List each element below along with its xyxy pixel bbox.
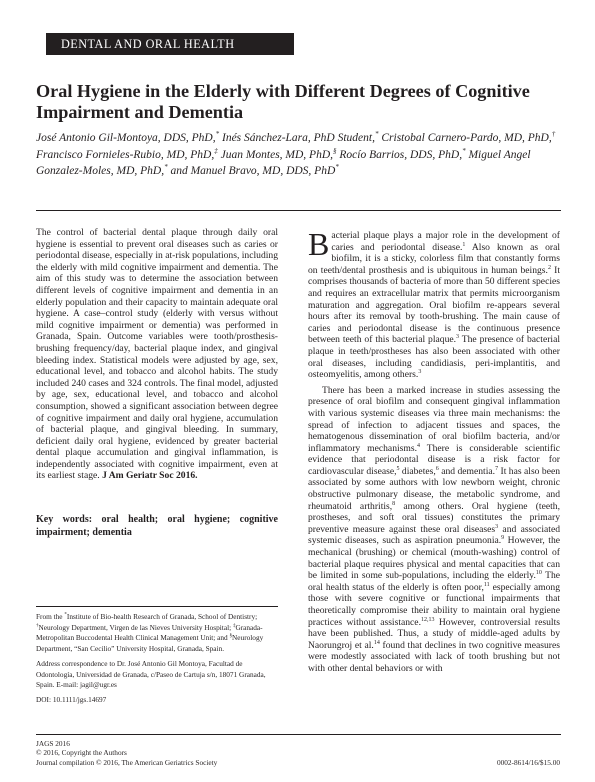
citation-ref: 3 (495, 523, 499, 530)
author-3-affiliation-mark: † (551, 130, 556, 139)
abstract (36, 227, 278, 482)
author-4-affiliation-mark: ‡ (214, 146, 218, 155)
text-run: found that declines in two cognitive measures were modestly associated with lack of tooth brushing but not with other dental behaviors or with (308, 639, 560, 674)
affiliation-2: Neurology Department, Virgen de las Nieves University Hospital; (38, 622, 233, 632)
citation-ref: 4 (416, 442, 420, 449)
affiliation-mark: * (64, 612, 67, 618)
text-run: The presence of bacterial plaque in teeth/prostheses has also been associated with other oral diseases, including candidiasis, peri-implantitis, and osteomyelitis, among others. (308, 334, 560, 381)
citation-ref: 9 (501, 535, 505, 542)
author-8: and Manuel Bravo, MD, DDS, PhD (167, 165, 336, 177)
text-run: The oral health status of the elderly is often poor, (308, 570, 561, 593)
footer-divider (36, 734, 561, 735)
author-5-affiliation-mark: § (333, 146, 337, 155)
journal-compilation: Journal compilation © 2016, The American Geriatrics Society (36, 757, 218, 767)
keywords: Key words: oral health; oral hygiene; cognitive impairment; dementia (36, 514, 278, 538)
author-6-affiliation-mark: * (462, 146, 466, 155)
affiliations (36, 612, 278, 710)
copyright-authors: © 2016, Copyright the Authors (36, 748, 127, 758)
citation-ref: 6 (435, 465, 439, 472)
author-6: Rocío Barrios, DDS, PhD, (336, 148, 463, 161)
text-run: It has also been associated by some authors with low newborn weight, chronic obstructive pulmonary disease, the metabolic syndrome, and rheumatoid arthritis, (308, 465, 561, 512)
journal-footer (36, 739, 217, 767)
journal-year: JAGS 2016 (36, 739, 70, 748)
correspondence-address: Address correspondence to Dr. José Antonio Gil Montoya, Facultad de Odontología, Universidad de Granada, c/Paseo de Cartuja s/n, 18071 Granada, Spain. E-mail: jagil@ugr.es (36, 658, 266, 690)
text-run: acterial plaque plays a major role in the development of caries and periodontal disease. (331, 230, 560, 253)
author-8-affiliation-mark: * (335, 163, 339, 172)
text-run: diabetes, (399, 465, 436, 477)
citation-ref: 14 (373, 639, 380, 646)
paragraph-1 (308, 226, 560, 381)
author-1-affiliation-mark: * (215, 130, 220, 139)
text-run: There is considerable scientific evidence that periodontal disease is a risk factor for cardiovascular disease, (308, 442, 560, 477)
text-run: among others. Oral hygiene (teeth, prostheses, and soft oral tissues) constitutes the primary preventive measure against these oral diseases (308, 500, 560, 535)
drop-cap: B (308, 226, 330, 262)
citation-ref: 10 (535, 570, 542, 577)
citation-ref: 11 (483, 581, 490, 588)
author-2: Inés Sánchez-Lara, PhD Student, (219, 132, 375, 144)
body-text (308, 226, 561, 675)
doi: DOI: 10.1111/jgs.14697 (36, 694, 107, 704)
author-7: Miguel Angel Gonzalez-Moles, MD, PhD, (36, 148, 531, 177)
affiliation-3: Granada-Metropolitan Buccodental Health Clinical Management Unit; and (36, 622, 263, 643)
citation-ref: 2 (547, 264, 551, 271)
article-title: Oral Hygiene in the Elderly with Different Degrees of Cognitive Impairment and Dementia (36, 81, 530, 122)
author-list (36, 130, 561, 180)
header-divider (36, 210, 561, 211)
citation-ref: 7 (495, 465, 499, 472)
author-1: José Antonio Gil-Montoya, DDS, PhD, (36, 132, 216, 144)
paragraph-2 (308, 385, 560, 675)
text-run: and associated systemic diseases, such as aspiration pneumonia. (308, 523, 560, 547)
affiliation-mark: † (36, 623, 39, 629)
citation-ref: 12,13 (420, 616, 435, 623)
affiliation-4: Neurology Department, “San Cecilio” University Hospital, Granada, Spain. (36, 633, 264, 654)
author-2-affiliation-mark: * (374, 130, 379, 139)
text-run: However, controversial results have been published. Thus, a study of middle-aged adults by Naorungroj et al. (308, 616, 560, 651)
section-banner-label: DENTAL AND ORAL HEALTH (61, 36, 235, 51)
text-run: There has been a marked increase in studies assessing the presence of oral biofilm and consequent gingival inflammation with various systemic diseases via three main mechanisms: the spread of infection to adjacent tissues and spaces, the hematogenous dissemination of oral biofilm bacteria, and/or inflammatory mechanisms. (308, 384, 560, 454)
citation-ref: 5 (396, 465, 400, 472)
text-run: However, the mechanical (brushing) or chemical (mouth-washing) control of bacterial plaque requires physical and mental capacities that can be limited in some sub-populations, including the elderly. (308, 535, 560, 582)
citation-ref: 3 (418, 368, 422, 375)
abstract-text: The control of bacterial dental plaque through daily oral hygiene is essential to prevent oral diseases such as caries or periodontal disease, especially in at-risk populations, including the elderly with mild cognitive impairment and dementia. The aim of this study was to determine the association between different levels of cognitive impairment and dementia in an elderly population and their capacity to maintain adequate oral hygiene. A case–control study (elderly with versus without mild cognitive impairment or dementia) was performed in Granada, Spain. Outcome variables were tooth/prosthesis-brushing frequency/day, bacterial plaque index, and gingival bleeding index. Statistical models were adjusted by age, sex, educational level, and tobacco and alcohol habits. The study included 240 cases and 324 controls. The final model, adjusted by age, sex, educational level, and tobacco and alcohol consumption, showed a significant association between degree of cognitive impairment and daily oral hygiene, accumulation of bacterial plaque, and gingival bleeding. In summary, deficient daily oral hygiene, evidenced by greater bacterial dental plaque accumulation and gingival inflammation, is independently associated with cognitive impairment, even at its earliest stage. (36, 227, 278, 482)
text-run: Also known as oral biofilm, it is a sticky, colorless film that constantly forms on teeth/dental prosthesis and is ubiquitous in human beings. (308, 241, 560, 276)
author-3: Cristobal Carnero-Pardo, MD, PhD, (378, 132, 552, 144)
affiliation-1: Institute of Bio-health Research of Granada, School of Dentistry; (66, 612, 258, 621)
text-run: It comprises thousands of bacteria of more than 50 different species and requires an extracellular matrix that permits microorganism maturation and aggregation. Oral biofilm re-appears several hours after its removal by tooth-brushing. The main cause of caries and periodontal disease is the continuous presence between teeth of this bacterial plaque. (308, 264, 560, 346)
affiliation-mark: ‡ (232, 623, 236, 629)
section-banner (46, 33, 294, 55)
text-run: especially among those with severe cognitive or functional impairments that theoretically compromise their ability to maintain oral hygiene practices without assistance. (308, 581, 560, 628)
citation-ref: 1 (462, 241, 466, 248)
citation-ref: 8 (392, 500, 396, 507)
author-5: Juan Montes, MD, PhD, (217, 148, 334, 161)
text-run: and dementia. (438, 465, 496, 477)
citation-ref: 3 (456, 334, 460, 341)
issn-price: 0002-8614/16/$15.00 (496, 758, 560, 767)
affiliation-intro: From the (36, 612, 65, 621)
affiliation-mark: § (229, 633, 233, 639)
author-7-affiliation-mark: * (164, 163, 168, 172)
abstract-citation: J Am Geriatr Soc 2016. (102, 470, 198, 482)
affiliations-divider (36, 606, 278, 607)
affiliation-list (36, 612, 278, 655)
author-4: Francisco Fornieles-Rubio, MD, PhD, (36, 148, 215, 161)
